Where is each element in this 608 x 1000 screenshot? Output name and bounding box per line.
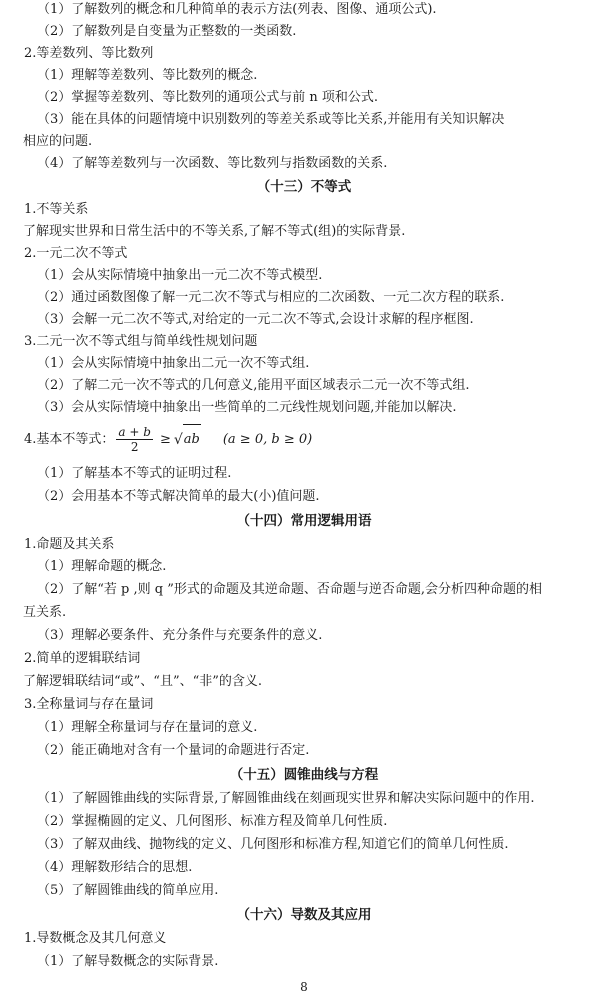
basic-inequality-formula (0, 424, 608, 455)
formula-fraction (116, 425, 153, 454)
text-line: （1）理解命题的概念. (37, 559, 167, 574)
text-line: 3.二元一次不等式组与简单线性规划问题 (24, 334, 258, 349)
page-number: 8 (300, 980, 308, 994)
text-line: （3）会解一元二次不等式,对给定的一元二次不等式,会设计求解的程序框图. (37, 312, 474, 327)
text-line: （2）会用基本不等式解决简单的最大(小)值问题. (37, 489, 320, 504)
text-line: 2.简单的逻辑联结词 (24, 651, 141, 666)
text-line: 2.一元二次不等式 (24, 246, 128, 261)
text-line: （1）理解等差数列、等比数列的概念. (37, 68, 258, 83)
text-line: （2）能正确地对含有一个量词的命题进行否定. (37, 743, 310, 758)
text-line: 1.导数概念及其几何意义 (24, 931, 167, 946)
text-line: （1）会从实际情境中抽象出一元二次不等式模型. (37, 268, 323, 283)
text-line: （1）了解导数概念的实际背景. (37, 954, 219, 969)
section-heading: （十六）导数及其应用 (236, 907, 372, 923)
formula-label: 4.基本不等式： (24, 431, 115, 447)
text-line: 互关系. (23, 605, 67, 620)
text-line: （4）了解等差数列与一次函数、等比数列与指数函数的关系. (37, 156, 388, 171)
text-line: （2）了解“若 p ,则 q ”形式的命题及其逆命题、否命题与逆否命题,会分析四种命题的相 (37, 582, 543, 597)
text-line: （1）理解全称量词与存在量词的意义. (37, 720, 258, 735)
text-line: （2）了解二元一次不等式的几何意义,能用平面区域表示二元一次不等式组. (37, 378, 470, 393)
text-line: （2）了解数列是自变量为正整数的一类函数. (37, 24, 297, 39)
text-line: （4）理解数形结合的思想. (37, 860, 193, 875)
formula-condition: (a ≥ 0, b ≥ 0) (222, 431, 313, 447)
text-line: （3）会从实际情境中抽象出一些简单的二元线性规划问题,并能加以解决. (37, 400, 457, 415)
text-line: 相应的问题. (23, 134, 93, 149)
text-line: （3）理解必要条件、充分条件与充要条件的意义. (37, 628, 323, 643)
section-heading: （十五）圆锥曲线与方程 (229, 767, 379, 783)
formula-denominator: 2 (130, 440, 139, 454)
text-line: 了解现实世界和日常生活中的不等关系,了解不等式(组)的实际背景. (23, 224, 406, 239)
formula-relation: ≥ (159, 431, 171, 447)
formula-numerator: a + b (118, 425, 151, 439)
text-line: （5）了解圆锥曲线的简单应用. (37, 883, 219, 898)
text-line: （2）掌握椭圆的定义、几何图形、标准方程及简单几何性质. (37, 814, 388, 829)
text-line: （2）通过函数图像了解一元二次不等式与相应的二次函数、一元二次方程的联系. (37, 290, 505, 305)
text-line: 3.全称量词与存在量词 (24, 697, 154, 712)
text-line: 2.等差数列、等比数列 (24, 46, 154, 61)
text-line: （1）会从实际情境中抽象出二元一次不等式组. (37, 356, 310, 371)
text-line: （3）了解双曲线、抛物线的定义、几何图形和标准方程,知道它们的简单几何性质. (37, 837, 509, 852)
text-line: （1）了解基本不等式的证明过程. (37, 466, 232, 481)
text-line: （1）了解数列的概念和几种简单的表示方法(列表、图像、通项公式). (37, 2, 437, 17)
formula-radicand: ab (183, 424, 201, 455)
text-line: （3）能在具体的问题情境中识别数列的等差关系或等比关系,并能用有关知识解决 (37, 112, 505, 127)
formula-sqrt (174, 424, 201, 455)
text-line: （1）了解圆锥曲线的实际背景,了解圆锥曲线在刻画现实世界和解决实际问题中的作用. (37, 791, 535, 806)
text-line: 1.命题及其关系 (24, 537, 115, 552)
text-line: 了解逻辑联结词“或”、“且”、“非”的含义. (23, 674, 263, 689)
sqrt-symbol: √ (173, 432, 183, 448)
section-heading: （十三）不等式 (256, 179, 352, 195)
text-line: 1.不等关系 (24, 202, 89, 217)
section-heading: （十四）常用逻辑用语 (236, 513, 372, 529)
text-line: （2）掌握等差数列、等比数列的通项公式与前 n 项和公式. (37, 90, 379, 105)
